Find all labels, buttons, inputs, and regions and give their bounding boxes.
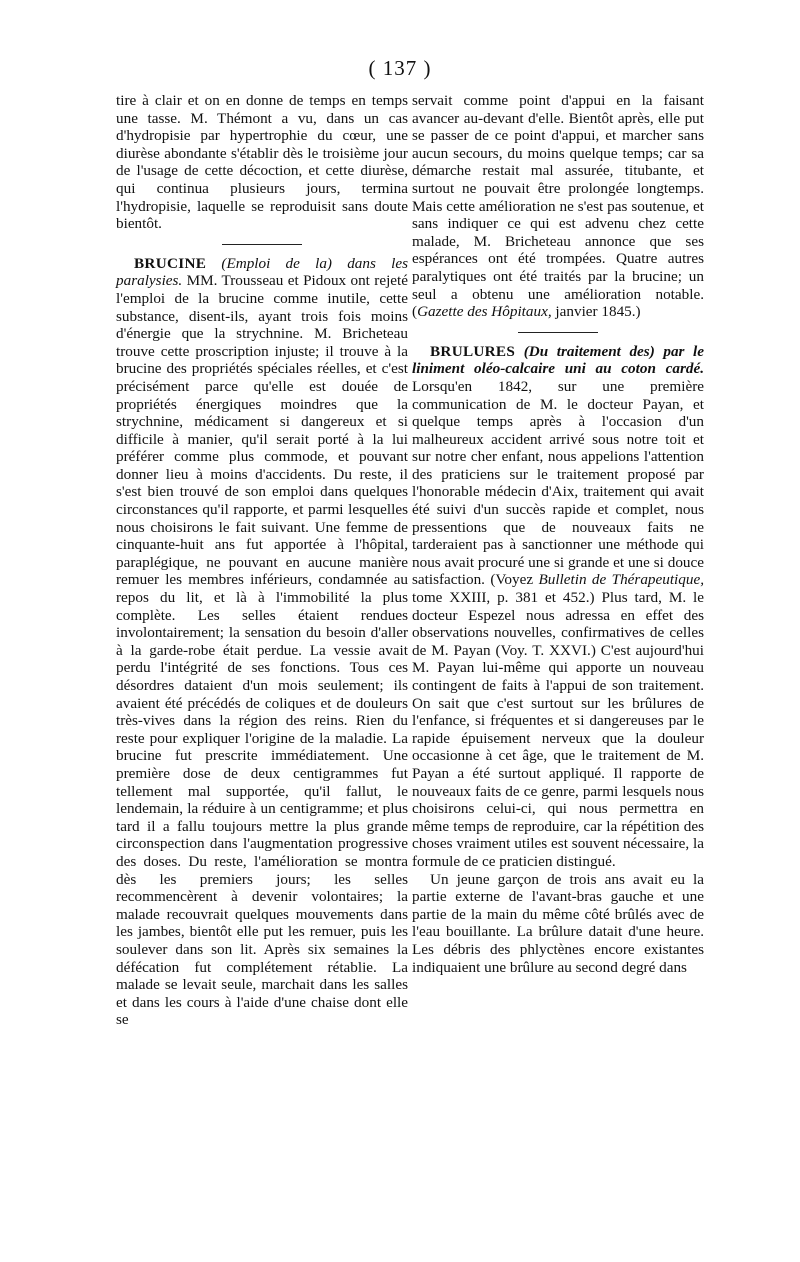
reference-gazette: Gazette des Hôpitaux, (417, 303, 552, 321)
section-divider (222, 244, 302, 245)
paragraph-case: Un jeune garçon de trois ans avait eu la partie externe de l'avant-bras gauche et une partie de la main du même côté brûlés avec de l'eau bouillante. La brûlure datait d'une heure. Les débris des phlyctènes encore existantes indiquaient une brûlure au second degré dans (412, 870, 704, 976)
entry-heading-brucine: BRUCINE (134, 254, 207, 272)
paragraph-brulures (412, 343, 704, 871)
paragraph-decoction: tire à clair et on en donne de temps en temps une tasse. M. Thémont a vu, dans un cas d'hydropisie par hypertrophie du cœur, une diurèse abondante s'établir dès le troisième jour de l'usage de cette décoction, et cette diurèse, qui continua plusieurs jours, termina l'hydropisie, laquelle se reproduisit sans doute bientôt. (116, 92, 408, 233)
entry-text-brulures-b: tome XXIII, p. 381 et 452.) Plus tard, M. le docteur Espezel nous adressa en effet des observations nouvelles, confirmatives de celles de M. Payan (Voy. T. XXVI.) C'est aujourd'hui M. Payan lui-même qui apporte un nouveau contingent de faits à l'appui de son traitement. On sait que c'est surtout sur les brûlures de l'enfance, si fréquentes et si dangereuses par le rapide épuisement nerveux que la douleur occasionne à cet âge, que le traitement de M. Payan a été surtout appliqué. Il rapporte de nouveaux faits de ce genre, parmi lesquels nous choisirons celui-ci, qui nous permettra en même temps de reproduire, car la répétition des choses vraiment utiles est souvent nécessaire, la formule de ce praticien distingué. (412, 589, 704, 870)
section-divider (518, 332, 598, 333)
entry-subheading-brulures: (Du traitement des) par le liniment oléo-calcaire uni au coton cardé. (412, 342, 704, 378)
right-column (412, 92, 704, 976)
entry-heading-brulures: BRULURES (430, 342, 516, 360)
paragraph-brucine (116, 255, 408, 1029)
page-number: ( 137 ) (368, 56, 432, 80)
entry-text-brucine: MM. Trousseau et Pidoux ont rejeté l'emploi de la brucine comme inutile, cette substance, disent-ils, ayant trois fois moins d'énergie que la strychnine. M. Bricheteau trouve cette proscription injuste; il trouve à la brucine des propriétés spéciales réelles, et c'est précisément parce qu'elle est douée de propriétés énergiques moindres que la strychnine, médicament si dangereux et si difficile à manier, qu'il serait porté à la lui préférer comme plus commode, et pouvant donner lieu à moins d'accidents. Du reste, il s'est bien trouvé de son emploi dans quelques circonstances qu'il rapporte, et parmi lesquelles nous choisirons le fait suivant. Une femme de cinquante-huit ans fut apportée à l'hôpital, paraplégique, ne pouvant en aucune manière remuer les membres inférieurs, condamnée au repos du lit, et là à l'immobilité la plus complète. Les selles étaient rendues involontairement; la sensation du besoin d'aller à la garde-robe était perdue. La vessie avait perdu l'intégrité de ses fonctions. Tous ces désordres dataient d'un mois seulement; ils avaient été précédés de coliques et de douleurs très-vives dans la région des reins. Rien du reste pour expliquer l'origine de la maladie. La brucine fut prescrite immédiatement. Une première dose de deux centigrammes fut tellement mal supportée, qu'il fallut, le lendemain, la réduire à un centigramme; et plus tard il a fallu toujours mettre la plus grande circonspection dans l'augmentation progressive des doses. Du reste, l'amélioration se montra dès les premiers jours; les selles recommencèrent à devenir volontaires; la malade recouvrait quelques mouvements dans les jambes, bientôt elle put les remuer, puis les soulever dans son lit. Après six semaines la défécation fut complétement rétablie. La malade se levait seule, marchait dans les salles et dans les cours à l'aide d'une chaise dont elle se (116, 272, 408, 1029)
reference-bulletin: Bulletin de Thérapeutique, (538, 571, 704, 589)
left-column (116, 92, 408, 1029)
entry-subheading-brucine: (Emploi de la) dans les paralysies. (116, 254, 409, 290)
paragraph-continuation (412, 92, 704, 321)
entry-text-brulures-a: Lorsqu'en 1842, sur une première communication de M. le docteur Payan, et quelque temps après à l'occasion d'un malheureux accident arrivé sous notre toit et sur notre cher enfant, nous appelions l'attention des praticiens sur le traitement proposé par l'honorable médecin d'Aix, traitement qui avait été suivi d'un succès rapide et complet, nous pressentions que de nouveaux faits ne tarderaient pas à sanctionner une méthode qui nous avait procuré une si grande et une si douce satisfaction. (Voyez (412, 377, 704, 589)
continuation-text: servait comme point d'appui en la faisant avancer au-devant d'elle. Bientôt après, elle put se passer de ce point d'appui, et marcher sans aucun secours, du moins quelque temps; car sa démarche restait mal assurée, titubante, et surtout ne pouvait être prolongée longtemps. Mais cette amélioration ne s'est pas soutenue, et sans indiquer ce qui est advenu chez cette malade, M. Bricheteau annonce que ses espérances ont été trompées. Quatre autres paralytiques ont été traités par la brucine; un seul a obtenu une amélioration notable. ( (412, 92, 704, 321)
reference-date: janvier 1845.) (551, 303, 641, 321)
